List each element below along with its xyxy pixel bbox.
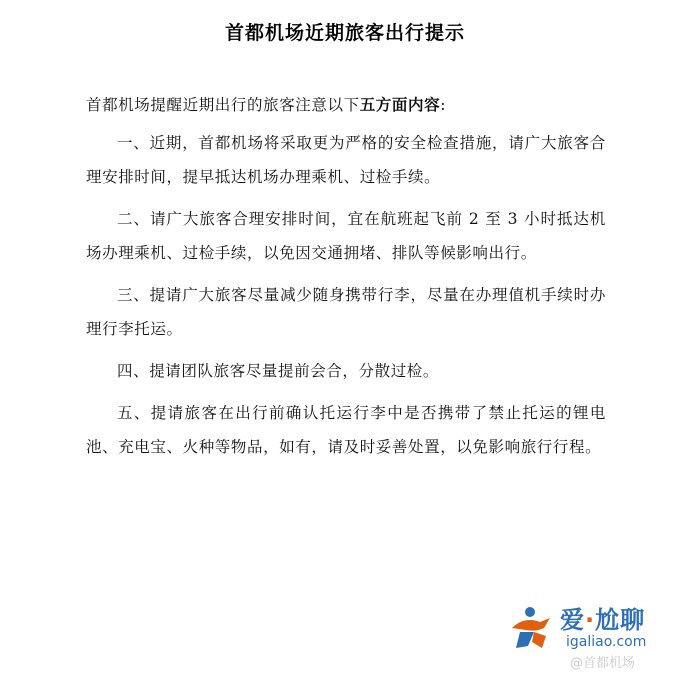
watermark-brand-dot: · (585, 606, 596, 634)
watermark-brand-right: 尬聊 (595, 606, 646, 634)
document-title: 首都机场近期旅客出行提示 (224, 22, 465, 44)
notice-item-1: 一、近期，首都机场将采取更为严格的安全检查措施，请广大旅客合理安排时间，提早抵达机场办理乘机、过检手续。 (86, 134, 606, 186)
intro-suffix: : (440, 96, 447, 114)
notice-item-4: 四、提请团队旅客尽量提前会合，分散过检。 (117, 362, 440, 380)
intro-paragraph (86, 88, 606, 122)
document-body (86, 88, 606, 472)
watermark (500, 598, 680, 674)
intro-emphasis: 五方面内容 (359, 96, 441, 114)
notice-item-3: 三、提请广大旅客尽量减少随身携带行李，尽量在办理值机手续时办理行李托运。 (86, 286, 606, 338)
watermark-logo-icon (506, 602, 556, 652)
notice-item-2: 二、请广大旅客合理安排时间，宜在航班起飞前 2 至 3 小时抵达机场办理乘机、过检手续，以免因交通拥堵、排队等候影响出行。 (86, 210, 606, 262)
watermark-brand-left: 爱 (560, 606, 585, 634)
watermark-domain: igaliao.com (566, 634, 647, 650)
watermark-source: @首都机场 (570, 656, 636, 671)
notice-item-5: 五、提请旅客在出行前确认托运行李中是否携带了禁止托运的锂电池、充电宝、火种等物品，如有，请及时妥善处置，以免影响旅行行程。 (86, 404, 606, 456)
watermark-brand (560, 600, 645, 635)
intro-prefix: 首都机场提醒近期出行的旅客注意以下 (86, 96, 360, 114)
